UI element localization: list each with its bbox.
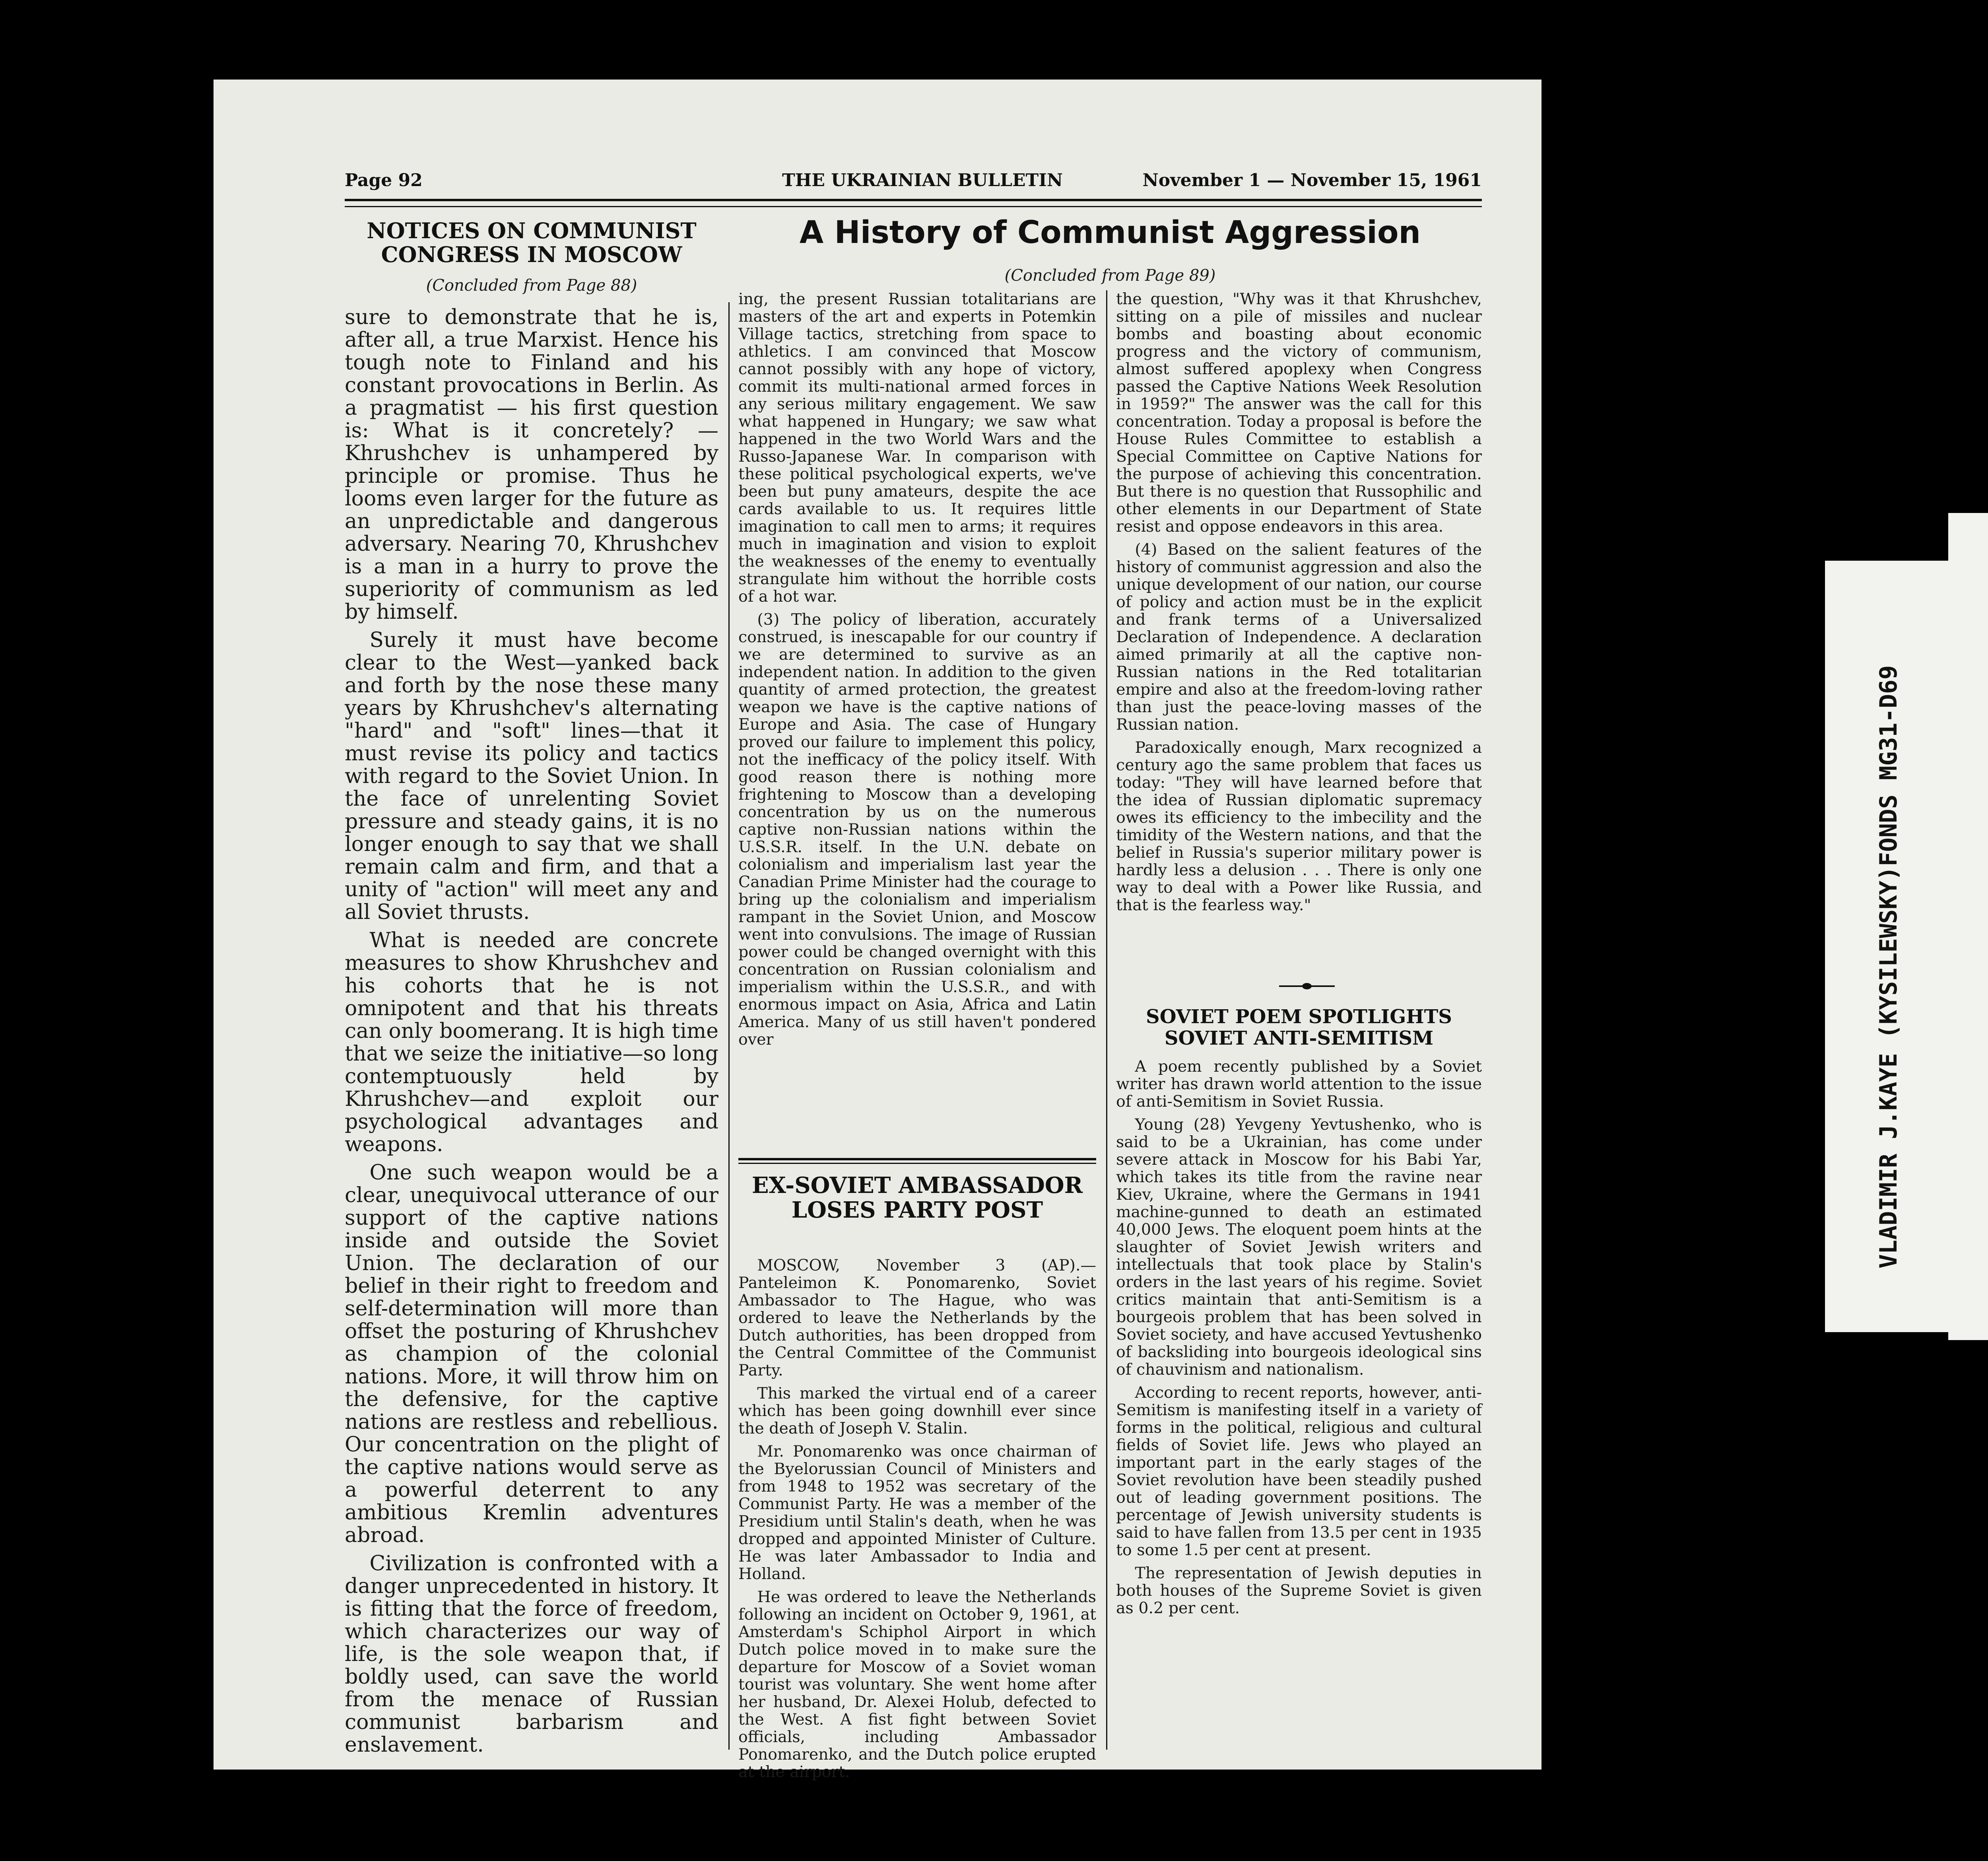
notices-paragraph: One such weapon would be a clear, unequivocal utterance of our support of the captive nations inside and outside the Soviet Union. The declaration of our belief in their right to freedom and self-determination will more than offset the posturing of Khrushchev as champion of the colonial nations. More, it will throw him on the defensive, for the captive nations are restless and rebellious. Our concentration on the plight of the captive nations would serve as a powerful deterrent to any ambitious Kremlin adventures abroad. [345,1161,718,1547]
section-rule [738,1158,1096,1160]
column-divider [1106,290,1107,1750]
history-concluded-note: (Concluded from Page 89) [1004,266,1216,285]
section-rule [738,1163,1096,1164]
page-number: Page 92 [345,170,423,190]
notices-paragraph: Civilization is confronted with a danger unprecedented in history. It is fitting that the force of freedom, which characterizes our way of life, is the sole weapon that, if boldly used, can save the world from the menace of Russian communist barbarism and enslavement. [345,1552,718,1757]
history-paragraph: the question, "Why was it that Khrushchev, sitting on a pile of missiles and nuclear bombs and boasting about economic progress and the victory of communism, almost suffered apoplexy when Congress passed the Captive Nations Week Resolution in 1959?" The answer was the call for this concentration. Today a proposal is before the House Rules Committee to establish a Special Committee on Captive Nations for the purpose of achieving this concentration. But there is no question that Russophilic and other elements in our Department of State resist and oppose endeavors in this area. [1116,290,1482,536]
exsoviet-paragraph: He was ordered to leave the Netherlands following an incident on October 9, 1961, at Amsterdam's Schiphol Airport in which Dutch police moved in to make sure the departure for Moscow of a Soviet woman tourist was voluntary. She went home after her husband, Dr. Alexei Holub, defected to the West. A fist fight between Soviet officials, including Ambassador Ponomarenko, and the Dutch police erupted at the airport. [738,1588,1096,1781]
exsoviet-heading: EX-SOVIET AMBASSADOR LOSES PARTY POST [751,1172,1083,1223]
column-divider [728,302,730,1750]
poem-heading: SOVIET POEM SPOTLIGHTS SOVIET ANTI-SEMITISM [1146,1006,1452,1049]
page-header [345,170,1482,194]
issue-date: November 1 — November 15, 1961 [1142,170,1482,190]
notices-paragraph: Surely it must have become clear to the West—yanked back and forth by the nose these many years by Khrushchev's alternating "hard" and "soft" lines—that it must revise its policy and tactics with regard to the Soviet Union. In the face of unrelenting Soviet pressure and steady gains, it is no longer enough to say that we shall remain calm and firm, and that a unity of "action" will meet any and all Soviet thrusts. [345,628,718,924]
history-article-col-b [1116,290,1482,1026]
notices-concluded-note: (Concluded from Page 88) [426,276,637,295]
history-paragraph: (4) Based on the salient features of the history of communist aggression and also the unique development of our nation, our course of policy and action must be in the explicit and frank terms of a Universalized Declaration of Independence. A declaration aimed primarily at all the captive non-Russian nations in the Red totalitarian empire and also at the freedom-loving rather than just the peace-loving masses of the Russian nation. [1116,540,1482,734]
ornament-dot [1302,983,1312,989]
poem-paragraph: According to recent reports, however, anti-Semitism is manifesting itself in a variety of forms in the political, religious and cultural fields of Soviet life. Jews who played an important part in the early stages of the Soviet revolution have been steadily pushed out of leading government positions. The percentage of Jewish university students is said to have fallen from 13.5 per cent in 1935 to some 1.5 per cent at present. [1116,1383,1482,1559]
exsoviet-article [738,1256,1096,1781]
notices-heading: NOTICES ON COMMUNIST CONGRESS IN MOSCOW [367,218,697,267]
exsoviet-paragraph: Mr. Ponomarenko was once chairman of the Byelorussian Council of Ministers and from 1948 to 1952 was secretary of the Communist Party. He was a member of the Presidium until Stalin's death, when he was dropped and appointed Minister of Culture. He was later Ambassador to India and Holland. [738,1442,1096,1583]
history-paragraph: Paradoxically enough, Marx recognized a century ago the same problem that faces us today: "They will have learned before that the idea of Russian diplomatic supremacy owes its efficiency to the imbecility and the timidity of the Western nations, and that the belief in Russia's superior military power is hardly less a delusion . . . There is only one way to deal with a Power like Russia, and that is the fearless way." [1116,738,1482,914]
exsoviet-paragraph: MOSCOW, November 3 (AP).—Panteleimon K. Ponomarenko, Soviet Ambassador to The Hague, who was ordered to leave the Netherlands by the Dutch authorities, has been dropped from the Central Committee of the Communist Party. [738,1256,1096,1379]
section-ornament [1279,982,1335,990]
history-paragraph: ing, the present Russian totalitarians are masters of the art and experts in Potemkin Village tactics, stretching from space to athletics. I am convinced that Moscow cannot possibly with any hope of victory, commit its multi-national armed forces in any serious military engagement. We saw what happened in Hungary; we saw what happened in the two World Wars and the Russo-Japanese War. In comparison with these political psychological experts, we've been but puny amateurs, despite the ace cards available to us. It requires little imagination to call men to arms; it requires much in imagination and vision to exploit the weaknesses of the enemy to eventually strangulate him without the horrible costs of a hot war. [738,290,1096,606]
fonds-reference: VLADIMIR J.KAYE (KYSILEWSKY)FONDS MG31-D69 [1875,665,1903,1269]
poem-paragraph: A poem recently published by a Soviet writer has drawn world attention to the issue of anti-Semitism in Soviet Russia. [1116,1057,1482,1111]
history-article-col-a [738,290,1096,1153]
history-heading: A History of Communist Aggression [799,215,1421,251]
notices-paragraph: sure to demonstrate that he is, after all, a true Marxist. Hence his tough note to Finland and his constant provocations in Berlin. As a pragmatist — his first question is: What is it concretely? — Khrushchev is unhampered by principle or promise. Thus he looms even larger for the future as an unpredictable and dangerous adversary. Nearing 70, Khrushchev is a man in a hurry to prove the superiority of communism as led by himself. [345,305,718,624]
notices-paragraph: What is needed are concrete measures to show Khrushchev and his cohorts that he is not omnipotent and that his threats can only boomerang. It is high time that we seize the initiative—so long contemptuously held by Khrushchev—and exploit our psychological advantages and weapons. [345,929,718,1156]
publication-title: THE UKRAINIAN BULLETIN [782,170,1063,190]
bulletin-page [214,80,1541,1781]
poem-paragraph: Young (28) Yevgeny Yevtushenko, who is said to be a Ukrainian, has come under severe attack in Moscow for his Babi Yar, which takes its title from the ravine near Kiev, Ukraine, where the Germans in 1941 machine-gunned to death an estimated 40,000 Jews. The eloquent poem hints at the slaughter of Soviet Jewish writers and intellectuals that took place by Stalin's orders in the last years of his regime. Soviet critics maintain that anti-Semitism is a bourgeois problem that has been solved in Soviet society, and have accused Yevtushenko of backsliding into bourgeois ideological sins of chauvinism and nationalism. [1116,1115,1482,1379]
archive-label-institution [1948,513,1988,1340]
poem-article [1116,1058,1482,1750]
header-rule-thin [345,206,1482,207]
history-paragraph: (3) The policy of liberation, accurately construed, is inescapable for our country if we are determined to survive as an independent nation. In addition to the given quantity of armed protection, the greatest weapon we have is the captive nations of Europe and Asia. The case of Hungary proved our failure to implement this policy, not the inefficacy of the policy itself. With good reason there is nothing more frightening to Moscow than a developing concentration by us on the numerous captive non-Russian nations within the U.S.S.R. itself. In the U.N. debate on colonialism and imperialism last year the Canadian Prime Minister had the courage to bring up the colonialism and imperialism rampant in the Soviet Union, and Moscow went into convulsions. The image of Russian power could be changed overnight with this concentration on Russian colonialism and imperialism within the U.S.S.R., and with enormous impact on Asia, Africa and Latin America. Many of us still haven't pondered over [738,610,1096,1049]
header-rule-thick [345,199,1482,201]
exsoviet-paragraph: This marked the virtual end of a career which has been going downhill ever since the death of Joseph V. Stalin. [738,1384,1096,1438]
poem-paragraph: The representation of Jewish deputies in both houses of the Supreme Soviet is given as 0.2 per cent. [1116,1564,1482,1617]
notices-article [345,305,718,1757]
